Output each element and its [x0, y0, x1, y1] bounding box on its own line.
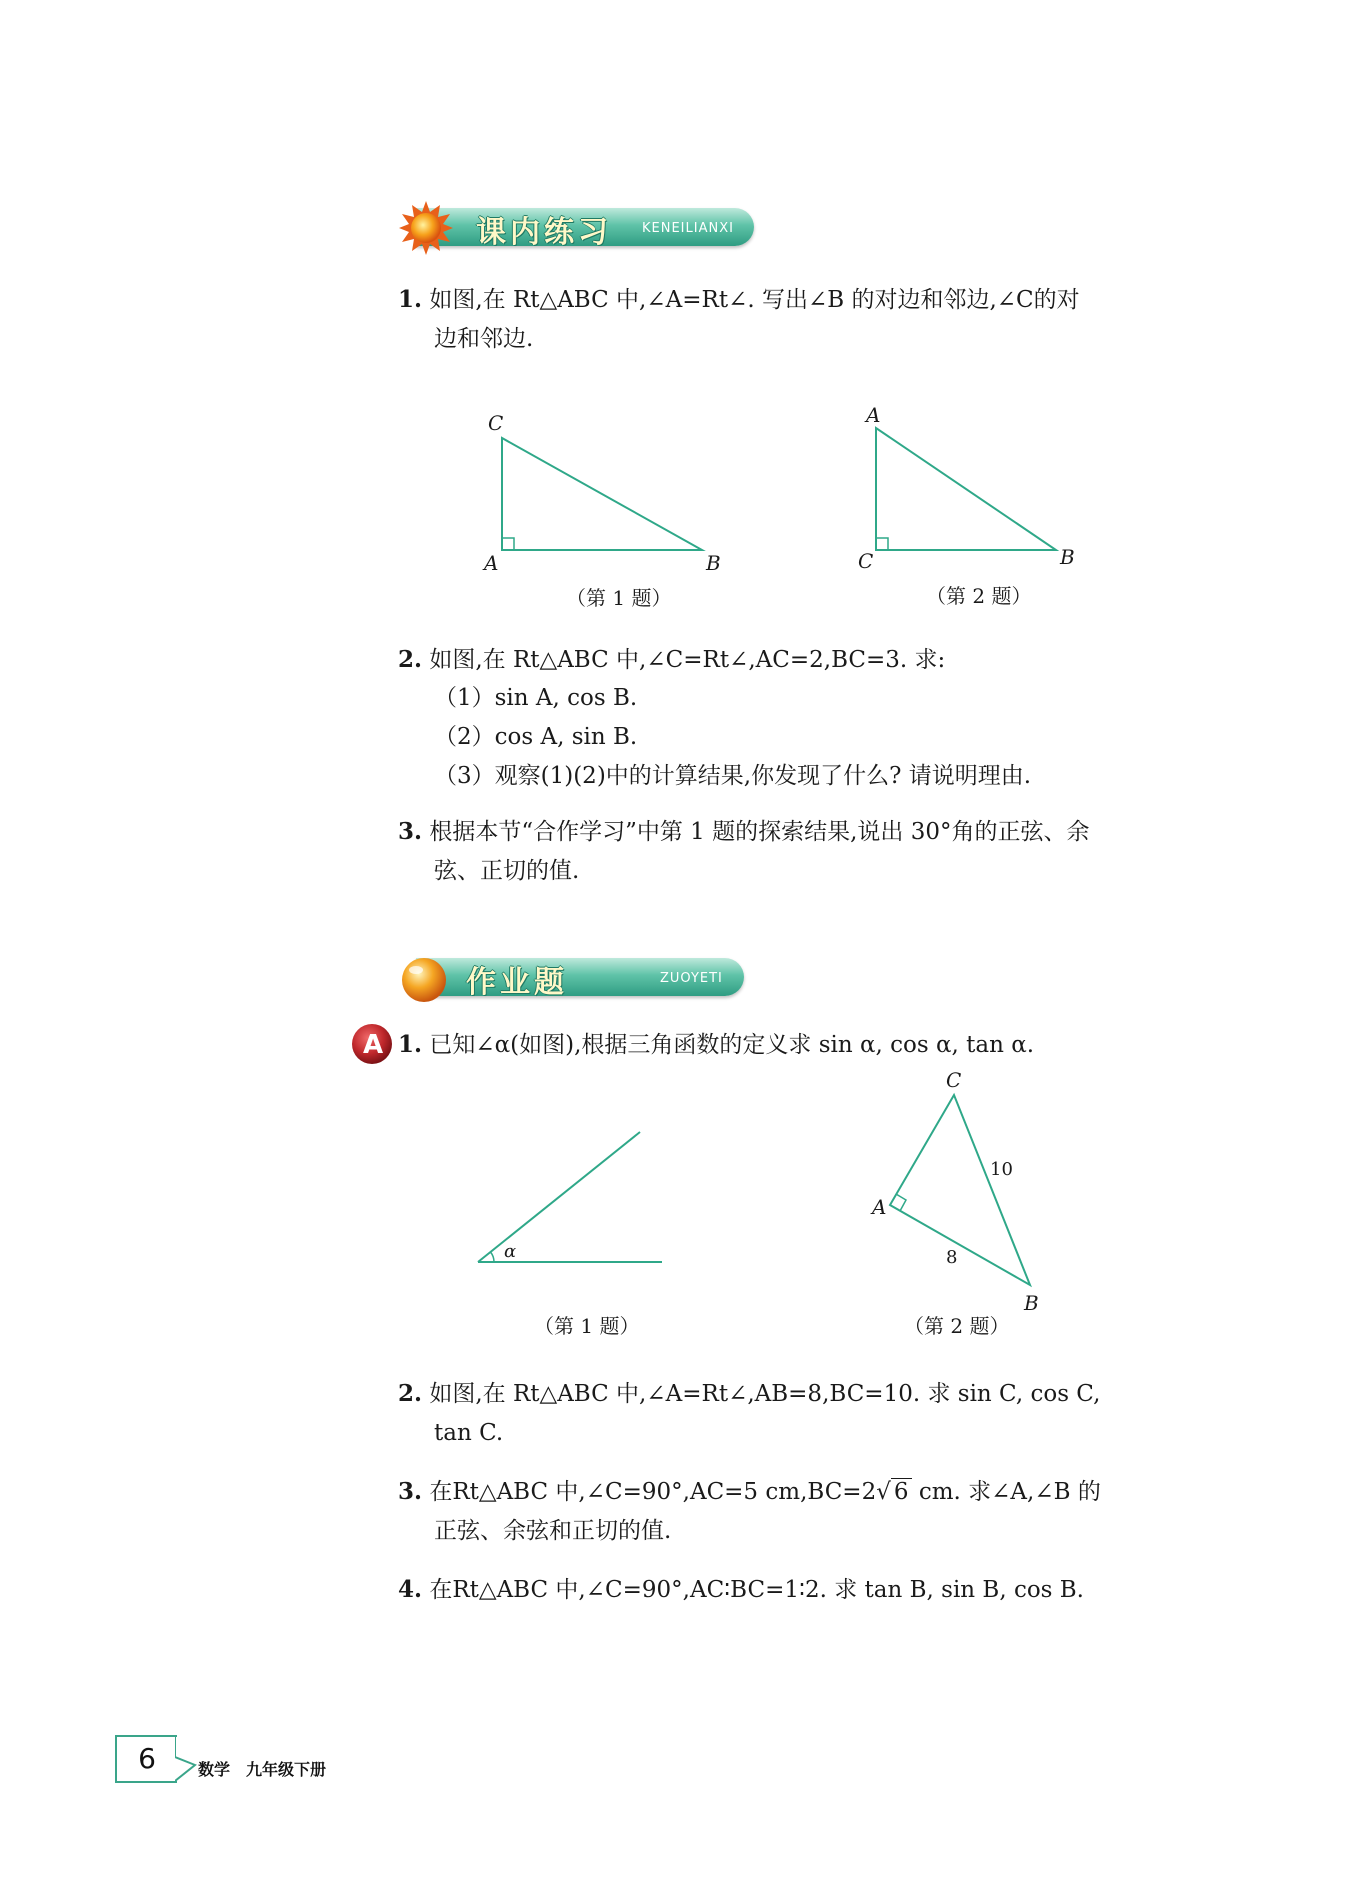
page-tab-arrow-icon	[175, 1735, 199, 1783]
practice-figure-1-triangle	[470, 400, 730, 580]
sub-question-3: （3）观察(1)(2)中的计算结果,你发现了什么? 请说明理由.	[434, 763, 1032, 789]
question-text: 根据本节“合作学习”中第 1 题的探索结果,说出 30°角的正弦、余	[429, 819, 1090, 845]
section-banner-homework	[398, 948, 758, 1008]
question-text: 如图,在 Rt△ABC 中,∠A=Rt∠,AB=8,BC=10. 求 sin C, cos C,	[429, 1381, 1101, 1407]
homework-question-2	[398, 1374, 1188, 1453]
question-number: 3.	[398, 1478, 423, 1505]
section-banner-practice	[398, 198, 758, 258]
question-text-cont: 正弦、余弦和正切的值.	[434, 1518, 672, 1544]
banner-subtitle: ZUOYETI	[660, 971, 723, 986]
book-title: 数学 九年级下册	[198, 1760, 327, 1779]
vertex-label-c: C	[488, 411, 504, 435]
banner-title: 作业题	[466, 965, 568, 1000]
practice-question-2	[398, 640, 1188, 680]
vertex-label-b: B	[1060, 545, 1075, 569]
question-text: 在Rt△ABC 中,∠C=90°,AC∶BC=1∶2. 求 tan B, sin B, cos B.	[429, 1577, 1084, 1603]
orb-icon	[398, 952, 452, 1006]
question-text: 如图,在 Rt△ABC 中,∠C=Rt∠,AC=2,BC=3. 求:	[429, 647, 946, 673]
banner-title: 课内练习	[476, 215, 612, 250]
question-number: 1.	[398, 286, 423, 313]
vertex-label-b: B	[706, 551, 721, 575]
vertex-label-a: A	[866, 403, 881, 427]
question-text: 已知∠α(如图),根据三角函数的定义求 sin α, cos α, tan α.	[429, 1032, 1035, 1058]
question-number: 1.	[398, 1031, 423, 1058]
sun-icon	[398, 200, 454, 256]
homework-question-1	[398, 1025, 1188, 1065]
question-text: 在Rt△ABC 中,∠C=90°,AC=5 cm,BC=2	[429, 1479, 877, 1505]
homework-question-4	[398, 1570, 1188, 1610]
vertex-label-a: A	[484, 551, 499, 575]
figure-caption: （第 2 题）	[904, 1314, 1010, 1338]
question-text-cont: 弦、正切的值.	[434, 858, 580, 884]
figure-caption: （第 1 题）	[566, 586, 672, 610]
question-text-cont: 边和邻边.	[434, 326, 534, 352]
homework-figure-1-angle	[470, 1120, 670, 1280]
question-text: 如图,在 Rt△ABC 中,∠A=Rt∠. 写出∠B 的对边和邻边,∠C的对	[429, 287, 1080, 313]
level-a-badge-icon	[350, 1022, 394, 1066]
question-number: 2.	[398, 1380, 423, 1407]
vertex-label-b: B	[1024, 1291, 1039, 1315]
vertex-label-c: C	[946, 1068, 962, 1092]
question-number: 3.	[398, 818, 423, 845]
homework-question-3	[398, 1472, 1188, 1551]
sub-question-1: （1）sin A, cos B.	[434, 685, 638, 711]
vertex-label-a: A	[872, 1195, 887, 1219]
homework-figure-2-triangle	[860, 1065, 1060, 1315]
side-length-cb: 10	[990, 1159, 1013, 1180]
angle-label-alpha: α	[504, 1241, 517, 1262]
sqrt-radicand: 6	[891, 1478, 912, 1505]
practice-question-1	[398, 280, 1188, 359]
figure-caption: （第 2 题）	[926, 584, 1032, 608]
banner-subtitle: KENEILIANXI	[642, 221, 734, 236]
page-number: 6	[115, 1735, 177, 1783]
figure-caption: （第 1 题）	[534, 1314, 640, 1338]
question-text-end: cm. 求∠A,∠B 的	[911, 1479, 1101, 1505]
sqrt-sign: √	[876, 1479, 891, 1505]
question-text-cont: tan C.	[434, 1420, 504, 1446]
practice-question-3	[398, 812, 1188, 891]
question-number: 4.	[398, 1576, 423, 1603]
level-badge-letter: A	[363, 1030, 384, 1060]
sub-question-2: （2）cos A, sin B.	[434, 724, 638, 750]
vertex-label-c: C	[858, 549, 874, 573]
practice-figure-2-triangle	[850, 400, 1090, 580]
side-length-ab: 8	[946, 1247, 958, 1268]
question-number: 2.	[398, 646, 423, 673]
